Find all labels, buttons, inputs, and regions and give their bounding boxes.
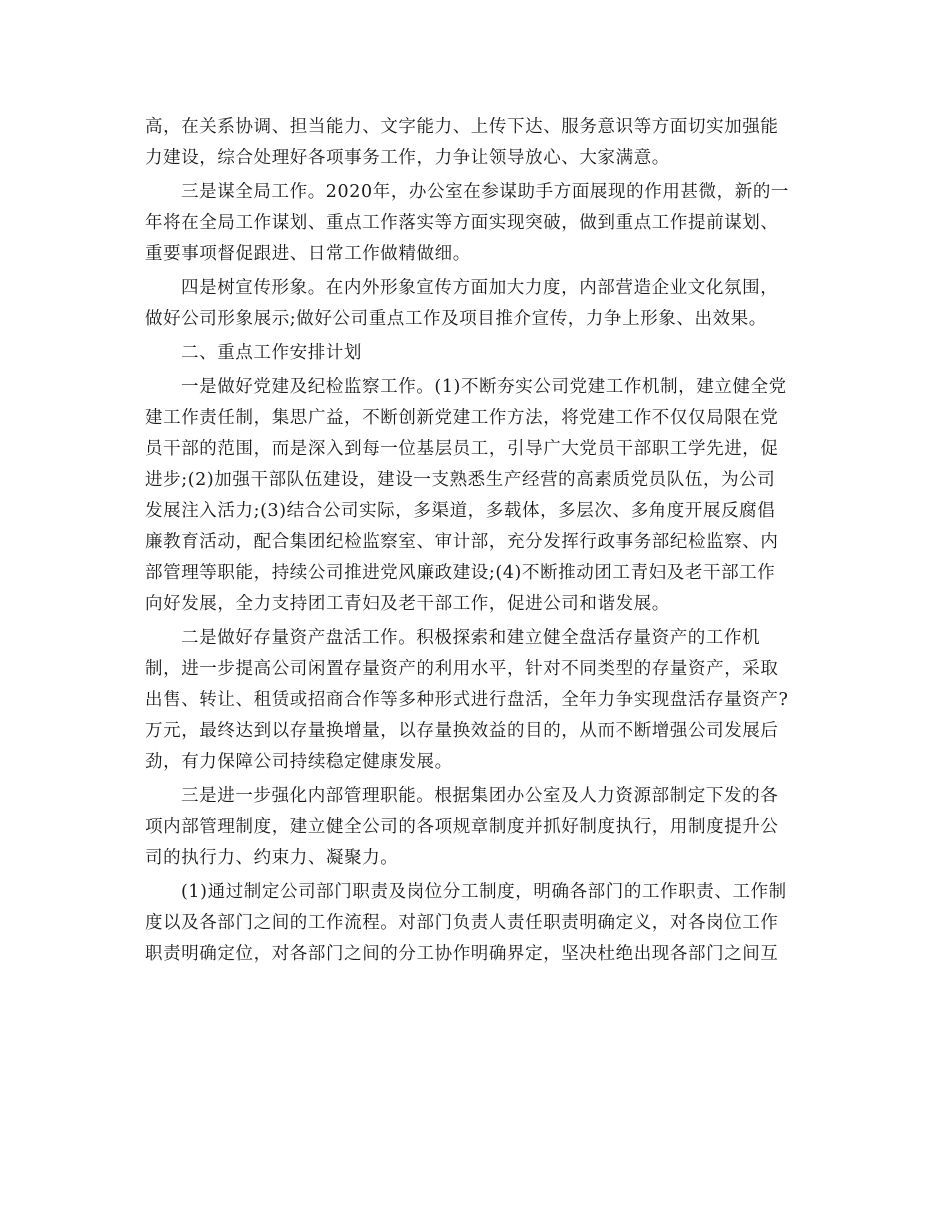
text-line: 二、重点工作安排计划 bbox=[181, 343, 362, 363]
text-line: 廉教育活动，配合集团纪检监察室、审计部，充分发挥行政事务部纪检监察、内 bbox=[145, 532, 779, 552]
text-line: 三是进一步强化内部管理职能。根据集团办公室及人力资源部制定下发的各 bbox=[181, 786, 779, 806]
text-line: 建工作责任制，集思广益，不断创新党建工作方法，将党建工作不仅仅局限在党 bbox=[145, 408, 779, 428]
text-line: 二是做好存量资产盘活工作。积极探索和建立健全盘活存量资产的工作机 bbox=[181, 628, 761, 648]
text-line: 制，进一步提高公司闲置存量资产的利用水平，针对不同类型的存量资产，采取 bbox=[145, 659, 779, 679]
text-line: 度以及各部门之间的工作流程。对部门负责人责任职责明确定义，对各岗位工作 bbox=[145, 913, 779, 933]
paragraph bbox=[145, 338, 810, 369]
text-line: 职责明确定位，对各部门之间的分工协作明确界定，坚决杜绝出现各部门之间互 bbox=[145, 944, 779, 964]
paragraph bbox=[145, 177, 810, 270]
text-line: 司的执行力、约束力、凝聚力。 bbox=[145, 848, 399, 868]
text-line: (1)通过制定公司部门职责及岗位分工制度，明确各部门的工作职责、工作制 bbox=[181, 882, 787, 902]
text-line: 向好发展，全力支持团工青妇及老干部工作，促进公司和谐发展。 bbox=[145, 594, 670, 614]
document-body bbox=[145, 112, 810, 973]
text-line: 出售、转让、租赁或招商合作等多种形式进行盘活，全年力争实现盘活存量资产? bbox=[145, 690, 789, 710]
paragraph bbox=[145, 372, 810, 620]
text-line: 员干部的范围，而是深入到每一位基层员工，引导广大党员干部职工学先进，促 bbox=[145, 439, 779, 459]
text-line: 部管理等职能，持续公司推进党风廉政建设;(4)不断推动团工青妇及老干部工作 bbox=[145, 563, 776, 583]
text-line: 年将在全局工作谋划、重点工作落实等方面实现突破，做到重点工作提前谋划、 bbox=[145, 213, 779, 233]
text-line: 发展注入活力;(3)结合公司实际，多渠道，多载体，多层次、多角度开展反腐倡 bbox=[145, 501, 776, 521]
text-line: 进步;(2)加强干部队伍建设，建设一支熟悉生产经营的高素质党员队伍，为公司 bbox=[145, 470, 776, 490]
text-line: 高，在关系协调、担当能力、文字能力、上传下达、服务意识等方面切实加强能 bbox=[145, 117, 779, 137]
text-line: 力建设，综合处理好各项事务工作，力争让领导放心、大家满意。 bbox=[145, 148, 670, 168]
text-line: 重要事项督促跟进、日常工作做精做细。 bbox=[145, 244, 471, 264]
paragraph bbox=[145, 623, 810, 778]
text-line: 四是树宣传形象。在内外形象宣传方面加大力度，内部营造企业文化氛围， bbox=[181, 278, 779, 298]
text-line: 做好公司形象展示;做好公司重点工作及项目推介宣传，力争上形象、出效果。 bbox=[145, 309, 767, 329]
text-line: 万元，最终达到以存量换增量，以存量换效益的目的，从而不断增强公司发展后 bbox=[145, 721, 779, 741]
paragraph bbox=[145, 273, 810, 335]
text-line: 项内部管理制度，建立健全公司的各项规章制度并抓好制度执行，用制度提升公 bbox=[145, 817, 779, 837]
paragraph bbox=[145, 781, 810, 874]
text-line: 三是谋全局工作。2020年，办公室在参谋助手方面展现的作用甚微，新的一 bbox=[181, 182, 790, 202]
paragraph bbox=[145, 112, 810, 174]
text-line: 一是做好党建及纪检监察工作。(1)不断夯实公司党建工作机制，建立健全党 bbox=[181, 377, 787, 397]
text-line: 劲，有力保障公司持续稳定健康发展。 bbox=[145, 752, 453, 772]
paragraph bbox=[145, 877, 810, 970]
